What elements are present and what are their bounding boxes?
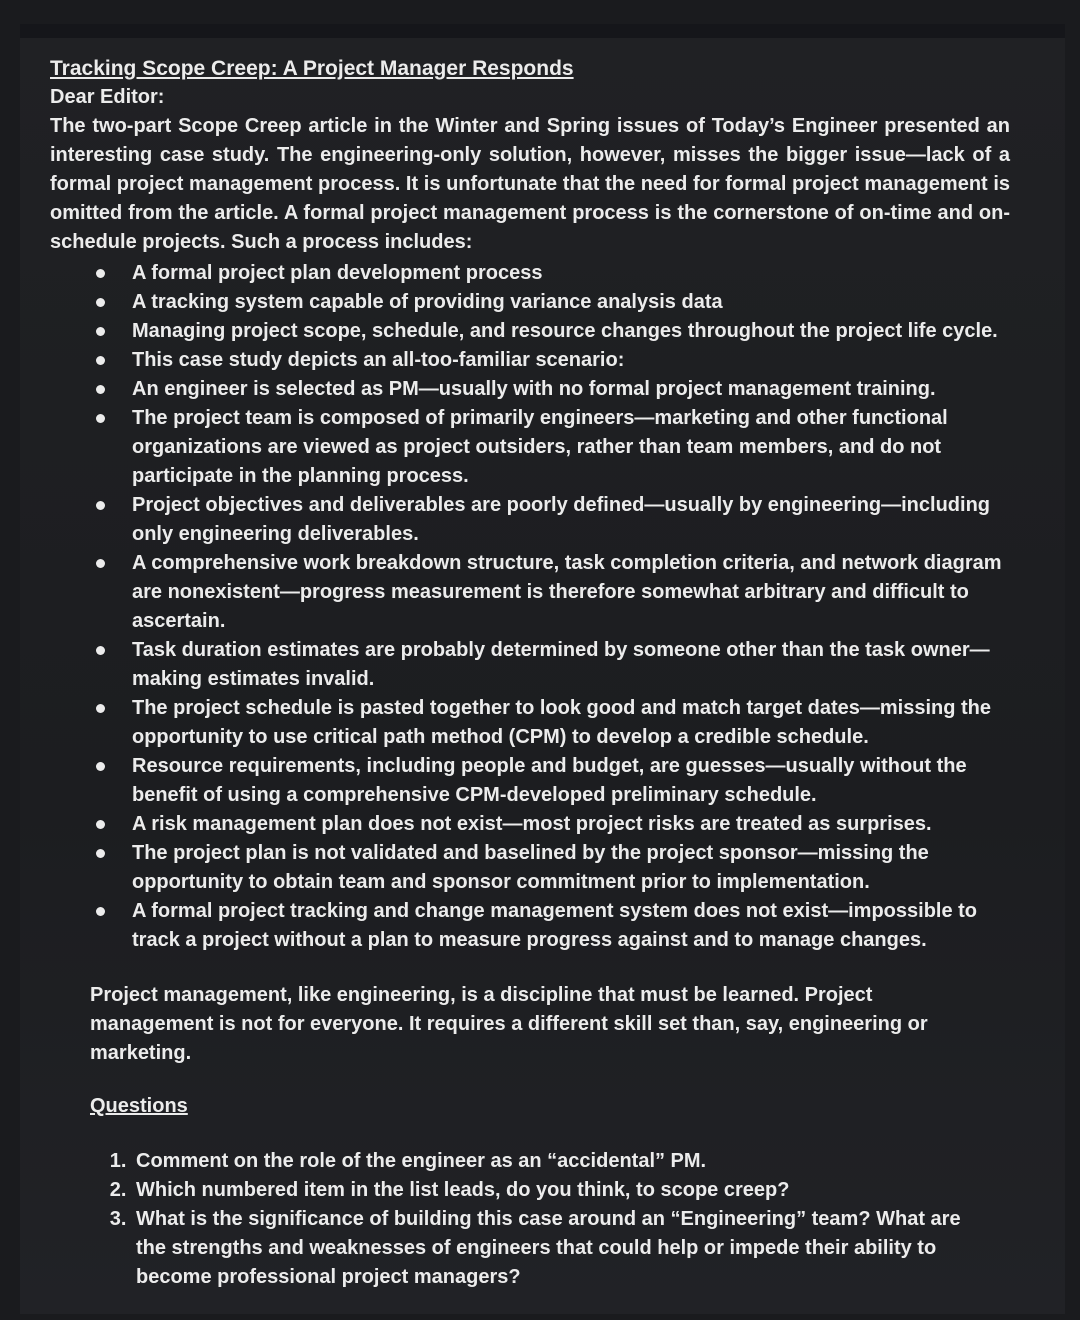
article-title: Tracking Scope Creep: A Project Manager Responds: [50, 57, 574, 80]
list-item: A risk management plan does not exist—most project risks are treated as surprises.: [132, 810, 1010, 839]
questions-list: [90, 1147, 992, 1292]
list-item: The project schedule is pasted together to look good and match target dates—missing the opportunity to use critical path method (CPM) to develop a credible schedule.: [132, 694, 1010, 752]
list-item: This case study depicts an all-too-familiar scenario:: [132, 346, 1010, 375]
window-top-bar: [20, 24, 1065, 38]
list-item: Resource requirements, including people and budget, are guesses—usually without the benefit of using a comprehensive CPM-developed preliminary schedule.: [132, 752, 1010, 810]
list-item: Task duration estimates are probably determined by someone other than the task owner—making estimates invalid.: [132, 636, 1010, 694]
list-item: Project objectives and deliverables are poorly defined—usually by engineering—including only engineering deliverables.: [132, 491, 1010, 549]
list-item: The project team is composed of primarily engineers—marketing and other functional organizations are viewed as project outsiders, rather than team members, and do not participate in the planning process.: [132, 404, 1010, 491]
document-page: [50, 54, 1010, 1292]
questions-heading: Questions: [90, 1095, 188, 1117]
question-item: 2. Which numbered item in the list leads, do you think, to scope creep?: [132, 1176, 992, 1205]
closing-paragraph: Project management, like engineering, is a discipline that must be learned. Project management is not for everyone. It requires a different skill set than, say, engineering or marketing.: [90, 984, 928, 1064]
intro-paragraph: The two-part Scope Creep article in the Winter and Spring issues of Today’s Engineer presented an interesting case study. The engineering-only solution, however, misses the bigger issue—lack of a formal project management process. It is unfortunate that the need for formal project management is omitted from the article. A formal project management process is the cornerstone of on-time and on-schedule projects. Such a process includes:: [50, 115, 1010, 253]
list-item: A formal project plan development process: [132, 259, 1010, 288]
question-item: 3. What is the significance of building this case around an “Engineering” team? What are the strengths and weaknesses of engineers that could help or impede their ability to become professional project managers?: [132, 1205, 992, 1292]
list-item: A formal project tracking and change management system does not exist—impossible to track a project without a plan to measure progress against and to manage changes.: [132, 897, 1010, 955]
list-item: Managing project scope, schedule, and resource changes throughout the project life cycle.: [132, 317, 1010, 346]
salutation: Dear Editor:: [50, 86, 165, 108]
question-item: 1. Comment on the role of the engineer as an “accidental” PM.: [132, 1147, 992, 1176]
list-item: A comprehensive work breakdown structure, task completion criteria, and network diagram are nonexistent—progress measurement is therefore somewhat arbitrary and difficult to ascertain.: [132, 549, 1010, 636]
bullet-list: [50, 259, 1010, 955]
list-item: The project plan is not validated and baselined by the project sponsor—missing the opportunity to obtain team and sponsor commitment prior to implementation.: [132, 839, 1010, 897]
list-item: An engineer is selected as PM—usually with no formal project management training.: [132, 375, 1010, 404]
list-item: A tracking system capable of providing variance analysis data: [132, 288, 1010, 317]
document-viewer: [20, 24, 1065, 1314]
